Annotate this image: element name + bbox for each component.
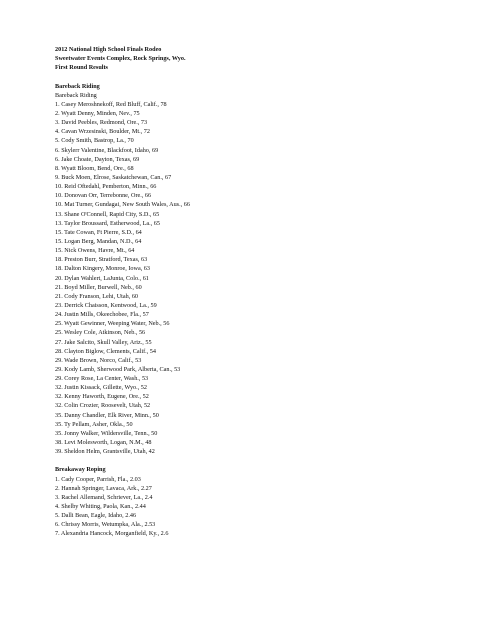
document-title: 2012 National High School Finals Rodeo — [55, 46, 162, 53]
result-line: 39. Sheldon Helm, Grantsville, Utah, 42 — [55, 448, 155, 456]
spacer — [55, 456, 475, 465]
result-line: 5. Dalli Bean, Eagle, Idaho, 2.46 — [55, 512, 137, 520]
bareback-results-list — [55, 100, 475, 456]
result-line: 2. Wyatt Denny, Minden, Nev., 75 — [55, 109, 140, 117]
result-line: 4. Cavan Wrzesinski, Boulder, Mt., 72 — [55, 128, 150, 136]
result-line: 18. Preston Burr, Stratford, Texas, 63 — [55, 256, 148, 264]
round-line: First Round Results — [55, 64, 108, 72]
breakaway-heading: Breakaway Roping — [55, 466, 106, 474]
result-line: 18. Dalton Kingery, Monroe, Iowa, 63 — [55, 265, 150, 273]
result-line: 24. Justin Mills, Okeechobee, Fla., 57 — [55, 311, 149, 319]
bareback-heading: Bareback Riding — [55, 82, 100, 90]
result-line: 6. Skylerr Valentine, Blackfoot, Idaho, 69 — [55, 146, 159, 154]
venue-line: Sweetwater Events Complex, Rock Springs, Wyo. — [55, 55, 186, 63]
result-line: 10. Mat Turner, Gundagai, New South Wales, Aus., 66 — [55, 201, 190, 209]
breakaway-results-list — [55, 475, 475, 539]
result-line: 15. Logan Berg, Mandan, N.D., 64 — [55, 237, 142, 245]
result-line: 25. Wesley Cole, Atkinson, Neb., 56 — [55, 329, 146, 337]
result-line: 28. Clayton Biglow, Clements, Calif., 54 — [55, 347, 156, 355]
result-line: 8. Wyatt Bloom, Bend, Ore., 68 — [55, 164, 134, 172]
result-line: 29. Kody Lamb, Sherwood Park, Alberta, Can., 53 — [55, 365, 181, 373]
bareback-subheading: Bareback Riding — [55, 91, 97, 99]
result-line: 6. Jake Choate, Dayton, Texas, 69 — [55, 155, 140, 163]
result-line: 29. Wade Brown, Norco, Calif., 53 — [55, 356, 142, 364]
result-line: 13. Shane O'Connell, Rapid City, S.D., 65 — [55, 210, 160, 218]
result-line: 27. Jake Salcito, Skull Valley, Ariz., 55 — [55, 338, 152, 346]
results-text — [55, 45, 475, 539]
result-line: 13. Taylor Broussard, Estherwood, La., 65 — [55, 219, 160, 227]
result-line: 38. Levi Molesworth, Logan, N.M., 48 — [55, 439, 152, 447]
result-line: 9. Buck Moen, Elrose, Saskatchewan, Can., 67 — [55, 173, 172, 181]
result-line: 7. Alexandria Hancock, Morganfield, Ky., 2.6 — [55, 530, 169, 538]
result-line: 1. Cady Cooper, Parrish, Fla., 2.03 — [55, 475, 141, 483]
result-line: 35. Ty Pellam, Asher, Okla., 50 — [55, 420, 133, 428]
result-line: 3. Rachel Allemand, Schriever, La., 2.4 — [55, 493, 153, 501]
result-line: 29. Corey Rose, La Center, Wash., 53 — [55, 375, 149, 383]
result-line: 15. Tate Cowan, Ft Pierre, S.D., 64 — [55, 228, 142, 236]
result-line: 4. Shelby Whiting, Paola, Kan., 2.44 — [55, 503, 146, 511]
result-line: 35. Danny Chandler, Elk River, Minn., 50 — [55, 411, 159, 419]
result-line: 10. Donovan Orr, Terrebonne, Ore., 66 — [55, 192, 152, 200]
result-line: 10. Reid Oftedahl, Pemberton, Minn., 66 — [55, 183, 157, 191]
spacer — [55, 72, 475, 81]
result-line: 32. Justin Kissack, Gillette, Wyo., 52 — [55, 384, 147, 392]
result-line: 25. Wyatt Gewinner, Weeping Water, Neb., 56 — [55, 320, 170, 328]
result-line: 23. Derrick Chaisson, Kentwood, La., 59 — [55, 301, 157, 309]
result-line: 2. Hannah Springer, Lavaca, Ark., 2.27 — [55, 484, 152, 492]
result-line: 15. Nick Owens, Havre, Mt., 64 — [55, 247, 135, 255]
result-line: 35. Jonny Walker, Wildersville, Tenn., 50 — [55, 429, 158, 437]
result-line: 20. Dylan Wahlert, LaJunta, Colo., 61 — [55, 274, 149, 282]
result-line: 1. Casey Meroshnekoff, Red Bluff, Calif., 78 — [55, 100, 167, 108]
result-line: 21. Boyd Miller, Burwell, Neb., 60 — [55, 283, 142, 291]
result-line: 5. Cody Smith, Bastrop, La., 70 — [55, 137, 134, 145]
result-line: 21. Cody Franson, Lehi, Utah, 60 — [55, 292, 139, 300]
result-line: 32. Kenny Haworth, Eugene, Ore., 52 — [55, 393, 149, 401]
result-line: 3. David Peebles, Redmond, Ore., 73 — [55, 119, 148, 127]
result-line: 6. Chrissy Morris, Wetumpka, Ala., 2.53 — [55, 521, 156, 529]
result-line: 32. Colin Crozier, Roosevelt, Utah, 52 — [55, 402, 151, 410]
